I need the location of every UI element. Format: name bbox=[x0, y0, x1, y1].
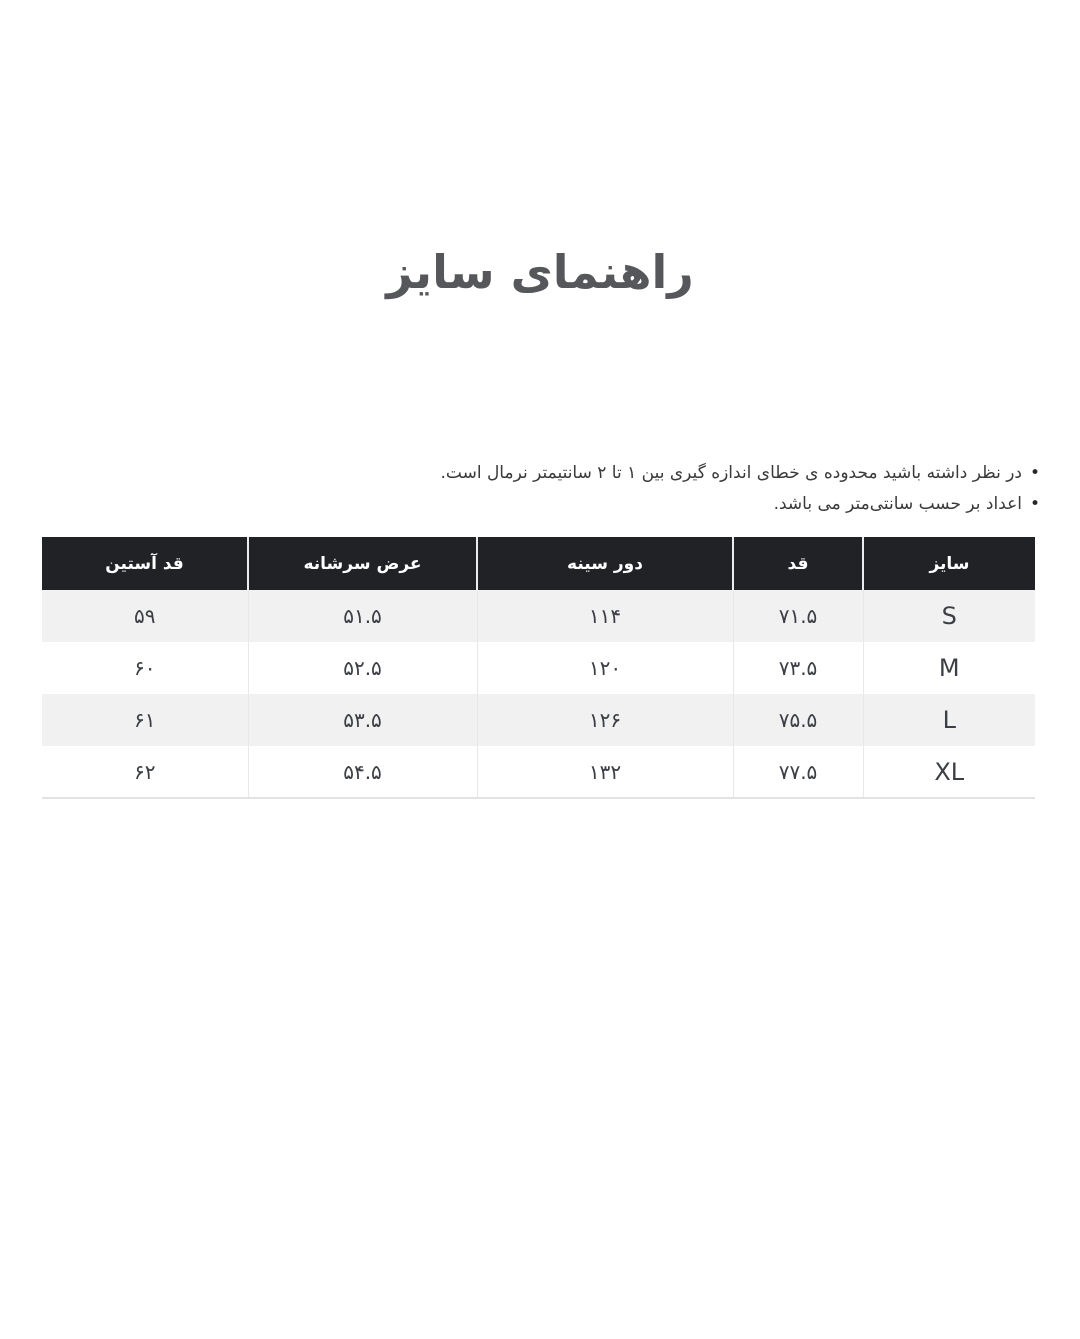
bullet-icon: • bbox=[1029, 463, 1040, 483]
chest-cell: ۱۲۶ bbox=[477, 694, 733, 746]
shoulder-cell: ۵۲.۵ bbox=[248, 642, 477, 694]
note-text: در نظر داشته باشید محدوده ی خطای اندازه گیری بین ۱ تا ۲ سانتیمتر نرمال است. bbox=[440, 463, 1022, 483]
size-label-cell: M bbox=[863, 642, 1035, 694]
chest-cell: ۱۳۲ bbox=[477, 746, 733, 798]
chest-cell: ۱۲۰ bbox=[477, 642, 733, 694]
col-header-chest: دور سینه bbox=[477, 537, 733, 590]
chest-cell: ۱۱۴ bbox=[477, 590, 733, 642]
size-guide-table-container bbox=[42, 537, 1035, 799]
measurement-notes bbox=[440, 458, 1040, 520]
sleeve-cell: ۶۱ bbox=[42, 694, 248, 746]
page-title: راهنمای سایز bbox=[386, 245, 694, 299]
header-row bbox=[42, 537, 1035, 590]
size-guide-table bbox=[42, 537, 1035, 799]
col-header-length: قد bbox=[733, 537, 863, 590]
table-body bbox=[42, 590, 1035, 798]
size-label-cell: S bbox=[863, 590, 1035, 642]
length-cell: ۷۱.۵ bbox=[733, 590, 863, 642]
length-cell: ۷۷.۵ bbox=[733, 746, 863, 798]
note-text: اعداد بر حسب سانتی‌متر می باشد. bbox=[773, 494, 1022, 514]
bullet-icon: • bbox=[1029, 494, 1040, 514]
sleeve-cell: ۵۹ bbox=[42, 590, 248, 642]
table-row-xl bbox=[42, 746, 1035, 798]
shoulder-cell: ۵۳.۵ bbox=[248, 694, 477, 746]
col-header-shoulder: عرض سرشانه bbox=[248, 537, 477, 590]
length-cell: ۷۳.۵ bbox=[733, 642, 863, 694]
shoulder-cell: ۵۴.۵ bbox=[248, 746, 477, 798]
note-item bbox=[440, 458, 1040, 489]
size-label-cell: XL bbox=[863, 746, 1035, 798]
note-item bbox=[440, 489, 1040, 520]
shoulder-cell: ۵۱.۵ bbox=[248, 590, 477, 642]
col-header-size: سایز bbox=[863, 537, 1035, 590]
table-row-s bbox=[42, 590, 1035, 642]
col-header-sleeve: قد آستین bbox=[42, 537, 248, 590]
sleeve-cell: ۶۲ bbox=[42, 746, 248, 798]
table-row-m bbox=[42, 642, 1035, 694]
sleeve-cell: ۶۰ bbox=[42, 642, 248, 694]
size-label-cell: L bbox=[863, 694, 1035, 746]
table-header bbox=[42, 537, 1035, 590]
length-cell: ۷۵.۵ bbox=[733, 694, 863, 746]
table-row-l bbox=[42, 694, 1035, 746]
